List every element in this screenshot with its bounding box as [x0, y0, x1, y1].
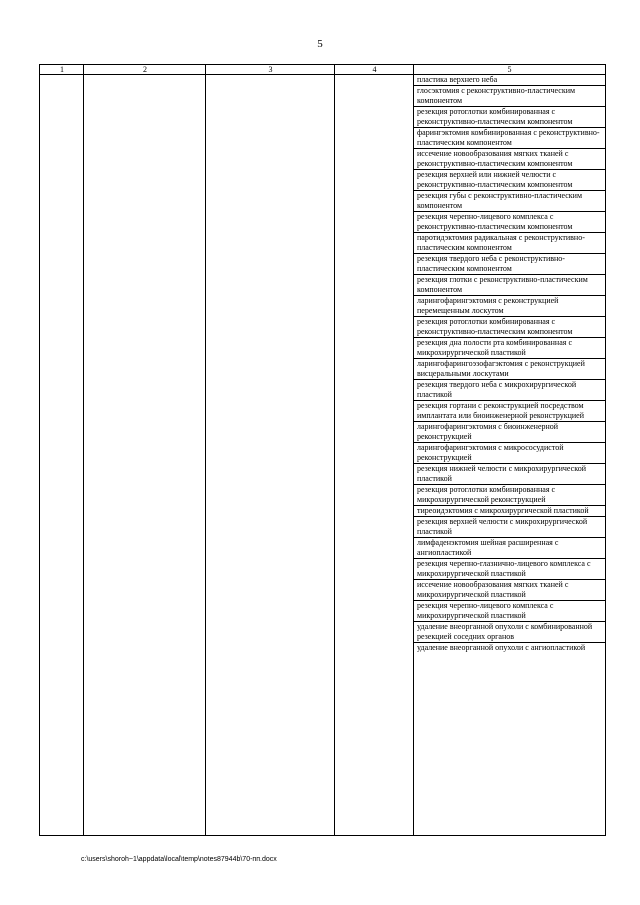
procedure-entry: резекция ротоглотки комбинированная с реконструктивно-пластическим компонентом [414, 317, 605, 338]
procedure-entry: иссечение новообразования мягких тканей с микрохирургической пластикой [414, 580, 605, 601]
procedure-entry: паротидэктомия радикальная с реконструктивно-пластическим компонентом [414, 233, 605, 254]
procedure-entry: резекция гортани с реконструкцией посредством имплантата или биоинженерной реконструкцией [414, 401, 605, 422]
procedure-entry: резекция дна полости рта комбинированная с микрохирургической пластикой [414, 338, 605, 359]
procedure-entry: глосэктомия с реконструктивно-пластическим компонентом [414, 86, 605, 107]
procedure-entry: резекция губы с реконструктивно-пластическим компонентом [414, 191, 605, 212]
procedure-entry: удаление внеорганной опухоли с комбинированной резекцией соседних органов [414, 622, 605, 643]
table-header-row [40, 65, 605, 75]
header-col-4: 4 [372, 65, 377, 74]
header-col-1: 1 [60, 65, 64, 74]
procedure-entry: ларингофарингэктомия с микрососудистой реконструкцией [414, 443, 605, 464]
procedure-entry: ларингофарингэктомия с реконструкцией перемещенным лоскутом [414, 296, 605, 317]
procedure-entry: резекция нижней челюсти с микрохирургической пластикой [414, 464, 605, 485]
procedure-entry: резекция твердого неба с микрохирургической пластикой [414, 380, 605, 401]
procedure-entry: резекция глотки с реконструктивно-пластическим компонентом [414, 275, 605, 296]
procedure-entry: ларингофарингэктомия с биоинженерной реконструкцией [414, 422, 605, 443]
procedure-entry: резекция твердого неба с реконструктивно-пластическим компонентом [414, 254, 605, 275]
header-col-2: 2 [143, 65, 147, 74]
procedure-entry: резекция верхней или нижней челюсти с реконструктивно-пластическим компонентом [414, 170, 605, 191]
procedure-entry: ларингофарингоэзофагэктомия с реконструкцией висцеральными лоскутами [414, 359, 605, 380]
document-path-footer: c:\users\shoroh~1\appdata\local\temp\notes87944b\70-пп.docx [81, 856, 277, 863]
column-divider [83, 65, 84, 835]
header-col-3: 3 [268, 65, 273, 74]
header-col-5: 5 [507, 65, 512, 74]
procedure-entry: пластика верхнего неба [414, 75, 605, 86]
column-5-entries [414, 75, 605, 653]
procedures-table [39, 64, 606, 836]
procedure-entry: иссечение новообразования мягких тканей с реконструктивно-пластическим компонентом [414, 149, 605, 170]
procedure-entry: резекция черепно-лицевого комплекса с реконструктивно-пластическим компонентом [414, 212, 605, 233]
procedure-entry: резекция ротоглотки комбинированная с реконструктивно-пластическим компонентом [414, 107, 605, 128]
column-divider [334, 65, 335, 835]
procedure-entry: удаление внеорганной опухоли с ангиопластикой [417, 643, 586, 652]
procedure-entry: резекция ротоглотки комбинированная с микрохирургической реконструкцией [414, 485, 605, 506]
procedure-entry: резекция черепно-глазнично-лицевого комплекса с микрохирургической пластикой [414, 559, 605, 580]
procedure-entry: фарингэктомия комбинированная с реконструктивно-пластическим компонентом [414, 128, 605, 149]
procedure-entry: лимфаденэктомия шейная расширенная с ангиопластикой [414, 538, 605, 559]
procedure-entry: резекция черепно-лицевого комплекса с микрохирургической пластикой [414, 601, 605, 622]
procedure-entry: тиреоидэктомия с микрохирургической пластикой [414, 506, 605, 517]
page-number: 5 [317, 38, 323, 50]
column-divider [205, 65, 206, 835]
procedure-entry: резекция верхней челюсти с микрохирургической пластикой [414, 517, 605, 538]
